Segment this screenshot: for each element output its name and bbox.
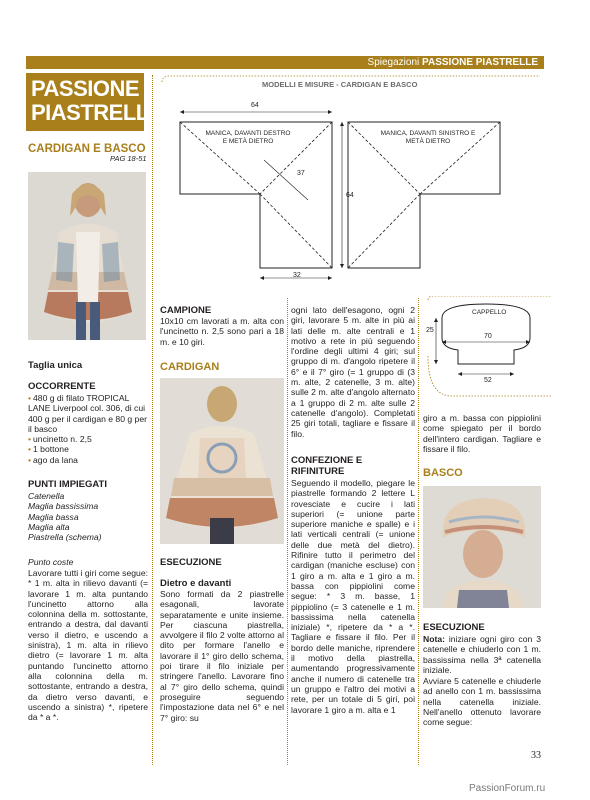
label-left-piece: MANICA, DAVANTI DESTRO E METÀ DIETRO bbox=[205, 130, 291, 145]
dietro-text: Sono formati da 2 piastrelle esagonali, lavorate separatamente e unite insieme. Per ciascuna piastrella, avvolgere il filo 2 volte attorno al dito per formare l'anello e lavorare il 1° giro dello schema, poi tirare il filo iniziale per stringere l'anello. Lavorare fino al 7° giro dello schema, quindi proseguire seguendo l'impostazione data nel 6° e nel 7° giro: su bbox=[160, 589, 284, 723]
photo-cardigan-back bbox=[160, 378, 284, 544]
col3-text: ogni lato dell'esagono, ogni 2 giri, lavorare 5 m. alte in più ai lati delle m. alte centrali e 1 motivo a rete in più seguendo l'ordine degli ultimi 4 giri; sul gruppo di m. d'angolo ripetere il 6° e il 7° giro (= 1 gruppo di (3 m. alte, 2 catenelle, 3 m. alte) sulle 2 m. alte d'angolo alternato a 1 gruppo di 2 m. alte sulle 2 catenelle d'angolo). Completati 25 giri totali, tagliare e fissare il filo. bbox=[291, 305, 415, 439]
nota-label: Nota: bbox=[423, 634, 445, 644]
dim-64-top: 64 bbox=[251, 102, 259, 109]
occorrente-title: OCCORRENTE bbox=[28, 381, 96, 392]
dim-64-side: 64 bbox=[346, 192, 354, 199]
list-item: • 480 g di filato TROPICAL LANE Liverpool col. 306, di cui 400 g per il cardigan e 80 g per il basco bbox=[28, 393, 150, 434]
brand-block bbox=[26, 73, 163, 131]
cap-label: CAPPELLO bbox=[472, 309, 507, 316]
brand-line-1: PASSIONE bbox=[31, 76, 140, 101]
list-item: • uncinetto n. 2,5 bbox=[28, 434, 150, 444]
confezione-title: CONFEZIONE E RIFINITURE bbox=[291, 455, 363, 477]
size-label: Taglia unica bbox=[28, 360, 83, 371]
diagram-title: MODELLI E MISURE - CARDIGAN E BASCO bbox=[262, 80, 418, 89]
list-item: Maglia alta bbox=[28, 521, 70, 532]
dim-37: 37 bbox=[297, 170, 305, 177]
basco-title: BASCO bbox=[423, 467, 463, 479]
brand-line-2: PIASTRELLE bbox=[31, 100, 163, 125]
nota-body: iniziare ogni giro con 3 catenelle e chiuderlo con 1 m. bassissima nella 3ª catenella iniziale. bbox=[423, 634, 541, 675]
header-text bbox=[368, 56, 538, 69]
list-item: • ago da lana bbox=[28, 455, 150, 465]
list-item: Maglia bassissima bbox=[28, 501, 99, 512]
list-item: Catenella bbox=[28, 491, 65, 501]
cap-dim-70: 70 bbox=[484, 333, 492, 340]
divider bbox=[152, 75, 153, 765]
list-item: Maglia bassa bbox=[28, 511, 79, 522]
photo-cardigan-front-art bbox=[28, 172, 146, 340]
page-ref: PAG 18-51 bbox=[110, 154, 147, 163]
confezione-text: Seguendo il modello, piegare le piastrelle formando 2 lettere L rovesciate e cucire i lati superiori (= unione parte superiore maniche e spalle) e i lati verticali centrali (= unione delle due metà del dietro). Rifinire tutto il perimetro del cardigan (maniche escluse) con 1 giro a m. alta e 1 giro a m. bassa con pippiolini come segue: * 3 m. basse, 1 pippiolino (= 3 catenelle e 1 m. bassissima nella catenella iniziale) *, ripetere da * a *. Tagliare e fissare il filo. Per il bordo delle maniche, riprendere il motivo della piastrella, aumentando progressivamente anche il numero di catenelle tra un gruppo e l'altro dei motivi a rete, per un totale di 5 giri, poi lavorare 1 giro a m. alta e 1 bbox=[291, 478, 415, 715]
cardigan-title: CARDIGAN bbox=[160, 361, 220, 373]
esecuzione-title: ESECUZIONE bbox=[160, 557, 222, 568]
campione-title: CAMPIONE bbox=[160, 305, 212, 316]
campione-text: 10x10 cm lavorati a m. alta con l'uncinetto n. 2,5 sono pari a 18 m. e 10 giri. bbox=[160, 316, 284, 347]
punti-title: PUNTI IMPIEGATI bbox=[28, 479, 107, 490]
page-number: 33 bbox=[531, 750, 541, 761]
photo-cardigan-back-art bbox=[160, 378, 284, 544]
punto-coste-title: Punto coste bbox=[28, 557, 74, 567]
header-title: PASSIONE PIASTRELLE bbox=[422, 57, 538, 68]
occorrente-list bbox=[28, 393, 150, 465]
divider bbox=[418, 298, 419, 765]
list-item: • 1 bottone bbox=[28, 444, 150, 454]
watermark: PassionForum.ru bbox=[469, 783, 546, 794]
label-right-piece: MANICA, DAVANTI SINISTRO E METÀ DIETRO bbox=[380, 130, 476, 145]
punto-coste-text: Lavorare tutti i giri come segue: * 1 m. alta in rilievo davanti (= lavorare 1 m. alta puntando l'uncinetto attorno alla colonnina della m. sottostante, entrando a destra, dal davanti verso il dietro, e uscendo a sinistra), 1 m. alta in rilievo dietro (= lavorare 1 m. alta puntando l'uncinetto attorno alla colonnina della m. sottostante, entrando a destra, da dietro verso davanti, e uscendo a sinistra) *, ripetere da * a *. bbox=[28, 568, 148, 723]
basco-esecuzione-title: ESECUZIONE bbox=[423, 622, 485, 633]
dim-32: 32 bbox=[293, 272, 301, 279]
cap-dim-25: 25 bbox=[426, 327, 434, 334]
list-item: Piastrella (schema) bbox=[28, 532, 102, 543]
photo-basco bbox=[423, 486, 541, 608]
photo-basco-art bbox=[423, 486, 541, 608]
divider bbox=[287, 298, 288, 765]
col4-text: giro a m. bassa con pippiolini come spiegato per il bordo dell'intero cardigan. Tagliare e fissare il filo. bbox=[423, 413, 541, 454]
dietro-title: Dietro e davanti bbox=[160, 578, 232, 589]
diagram-frame-top bbox=[160, 74, 540, 96]
photo-cardigan-front bbox=[28, 172, 146, 340]
header-section: Spiegazioni bbox=[367, 57, 420, 68]
punti-list bbox=[28, 491, 102, 542]
nota-text bbox=[423, 634, 541, 675]
avviare-text: Avviare 5 catenelle e chiuderle ad anello con 1 m. bassissima nella catenella iniziale. Nell'anello ottenuto lavorare come segue: bbox=[423, 676, 541, 728]
left-title: CARDIGAN E BASCO bbox=[28, 143, 146, 155]
cap-dim-52: 52 bbox=[484, 377, 492, 384]
